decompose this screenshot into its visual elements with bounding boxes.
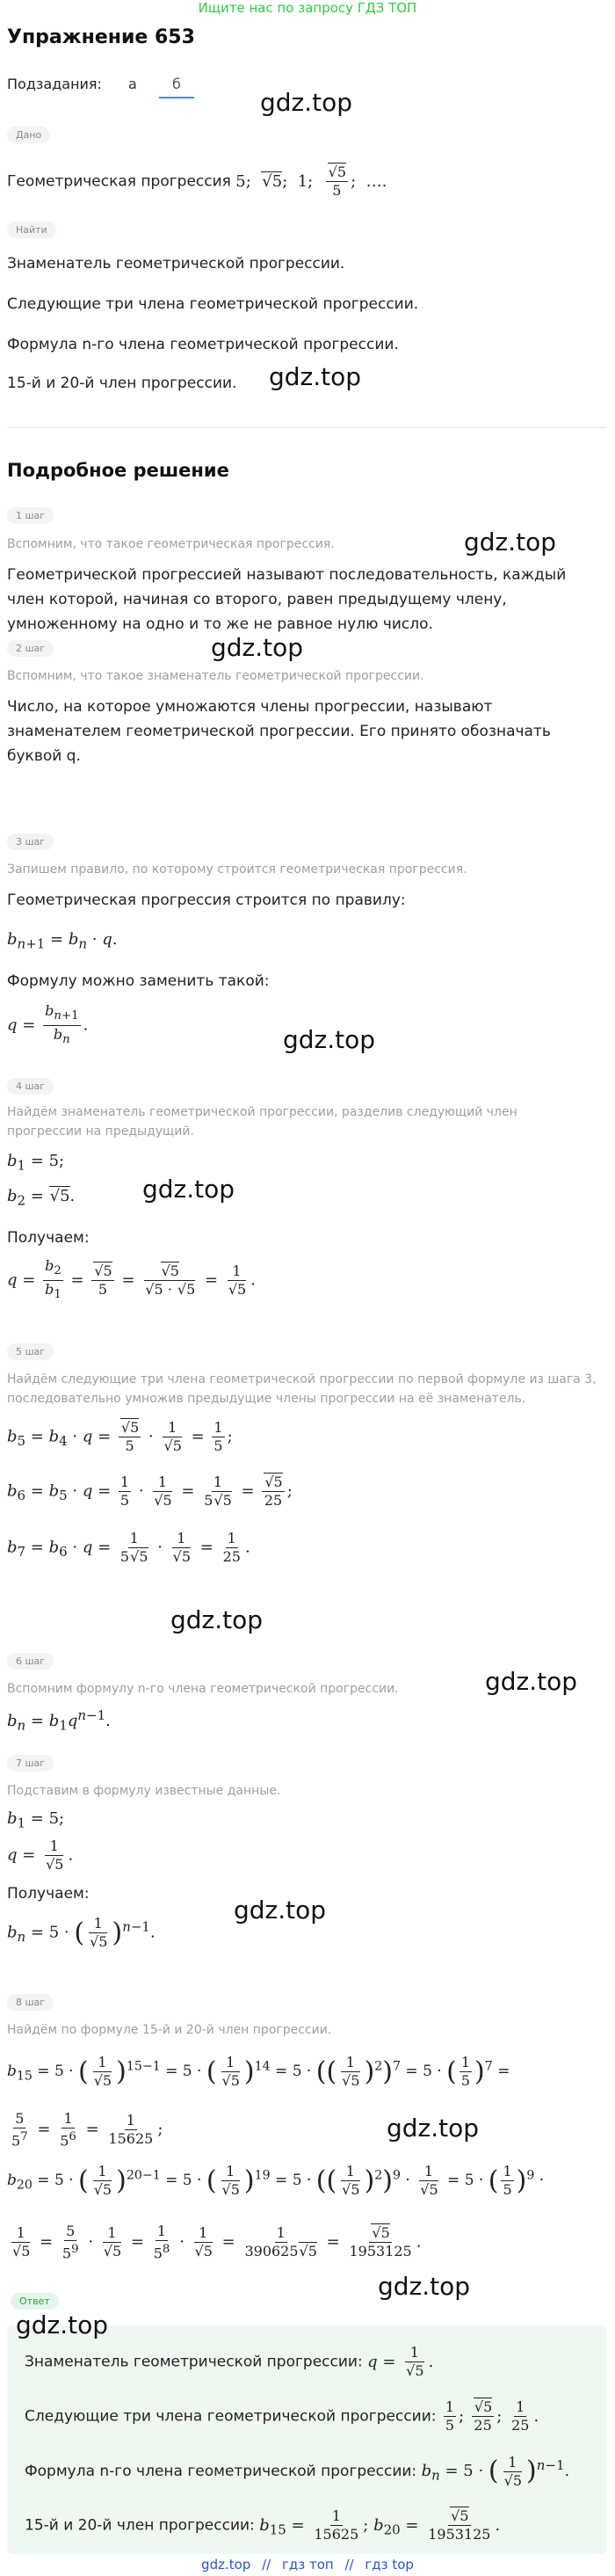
step-pill: 5 шаг [7,1343,54,1360]
divider [7,427,606,428]
step-pill: 2 шаг [7,640,54,657]
answer-line-1: Знаменатель геометрической прогрессии: q = 1 √ 5 . [25,2344,433,2380]
watermark: gdz.top [234,1896,327,1925]
step-text: Формулу можно заменить такой: [7,972,270,990]
given-sequence: 5; √ 5; 1; √ $\frac{5}{5}$ ; …. [235,172,387,191]
watermark: gdz.top [269,362,362,391]
step-hint: Вспомним формулу n-го члена геометрической прогрессии. [7,1682,399,1696]
step-hint: Вспомним, что такое геометрическая прогрессия. [7,537,335,551]
formula-b6: $b_6 = b_5 \cdot q$ = $\frac{1}{5}$ · 1 √ 5 = $\frac{1}{5√ 5}$ = √ $\frac{5}{25}$ ; [7,1474,293,1510]
step-pill: 8 шаг [7,1994,54,2011]
answer-line-2: Следующие три члена геометрической прогрессии: $\frac{1}{5}$ ; √ $\frac{5}{25}$ ; $\frac{1}{25}$ . [25,2398,539,2434]
answer-label: 15-й и 20-й член прогрессии: [25,2516,255,2535]
watermark: gdz.top [170,1605,264,1634]
formula-recurrence: $b_{n+1} = b_n \cdot q$. [7,930,118,952]
footer [0,2557,615,2572]
watermark: gdz.top [16,2310,109,2340]
footer-link[interactable]: гдз топ [281,2557,334,2572]
tab-b[interactable]: б [172,76,181,92]
tab-a[interactable]: а [128,76,137,92]
watermark: gdz.top [464,528,557,557]
formula-b1-sub: $b_1 = 5$; [7,1809,65,1831]
find-item: 15-й и 20-й член прогрессии. [7,375,237,392]
watermark: gdz.top [485,1667,578,1696]
footer-link[interactable]: гдз top [365,2557,414,2572]
find-pill: Найти [7,222,56,238]
formula-q: q = $\frac{b_{n+1}}{b_n}$ . [7,1002,89,1047]
formula-b7: $b_7 = b_6 \cdot q$ = $\frac{1}{5√ 5}$ · 1 √ 5 = $\frac{1}{25}$ . [7,1530,250,1566]
step-pill: 7 шаг [7,1755,54,1772]
step-hint: Запишем правило, по которому строится геометрическая прогрессия. [7,862,467,877]
formula-bn-sub: $b_n = 5$ · ( 1 √ 5 )$^{n-1}$. [7,1915,156,1951]
formula-b5: $b_5 = b_4 \cdot q$ = √ $\frac{5}{5}$ · 1 √ 5 = $\frac{1}{5}$ ; [7,1419,233,1455]
answer-label: Знаменатель геометрической прогрессии: [25,2353,363,2371]
find-item: Следующие три члена геометрической прогрессии. [7,295,419,313]
active-tab-indicator [159,97,194,98]
solution-title: Подробное решение [7,460,229,481]
step-hint: Вспомним, что такое знаменатель геометрической прогрессии. [7,669,424,683]
step-text: Геометрическая прогрессия строится по правилу: [7,891,406,909]
answer-line-3: Формула n-го члена геометрической прогрессии: $b_n = 5$ · ( 1 √ 5 )$^{n-1}$. [25,2453,569,2490]
formula-q-sub: q = 1 √ 5 . [7,1837,73,1874]
footer-separator: // [344,2557,354,2572]
step-pill: 3 шаг [7,833,54,850]
find-item: Формула n-го члена геометрической прогрессии. [7,336,399,353]
footer-link[interactable]: gdz.top [201,2557,251,2572]
formula-b2: $b_2$ = √ 5. [7,1187,75,1209]
formula-b20: $b_{20} = 5$ · ( 1 √ 5 )$^{20-1}$ = 5 · ( 1 √ 5 )$^{19}$ = 5 · (( 1 √ 5 )$^2$)$^9$ · 1 √ 5 = 5 · ( $\frac{1}{5}$ )$^9$ · [7,2163,544,2199]
watermark: gdz.top [387,2114,480,2143]
footer-separator: // [262,2557,271,2572]
watermark: gdz.top [142,1175,235,1204]
given-label: Геометрическая прогрессия [7,172,231,191]
step-pill: 6 шаг [7,1653,54,1670]
top-note: Ищите нас по запросу ГДЗ ТОП [198,0,417,16]
answer-line-4: 15-й и 20-й член прогрессии: $b_{15}$ = $\frac{1}{15625}$ ; $b_{20}$ = √ $\frac{5}{1953125}$ . [25,2507,500,2543]
answer-label: Формула n-го члена геометрической прогрессии: [25,2463,417,2480]
step-text: Число, на которое умножаются члены прогрессии, называют знаменателем геометрической прогрессии. Его принято обозначать буквой q. [7,698,551,765]
formula-b1: $b_1 = 5$; [7,1152,65,1174]
step-hint: Найдём по формуле 15-й и 20-й член прогрессии. [7,2023,332,2037]
formula-bn: $b_n = b_1q^{n-1}$. [7,1707,111,1734]
given-pill: Дано [7,127,50,143]
given-text [7,164,387,200]
watermark: gdz.top [260,88,353,117]
watermark: gdz.top [378,2272,471,2301]
step-hint: Подставим в формулу известные данные. [7,1784,281,1798]
watermark: gdz.top [211,633,304,662]
subtasks-label: Подзадания: [7,76,102,92]
formula-b15-result: $\frac{5}{5^7}$ = $\frac{1}{5^6}$ = $\frac{1}{15625}$ ; [11,2110,163,2150]
page-title: Упражнение 653 [7,26,195,48]
step-pill: 1 шаг [7,507,54,524]
step-hint: Найдём знаменатель геометрической прогрессии, разделив следующий член прогрессии на предыдущий. [7,1105,517,1139]
step-pill: 4 шаг [7,1078,54,1095]
step-hint: Найдём следующие три члена геометрической прогрессии по первой формуле из шага 3, последовательно умножив предыдущие члены прогрессии на её знаменатель. [7,1372,597,1406]
formula-b20-result: 1 √ 5 = $\frac{5}{5^9}$ · 1 √ 5 = $\frac{1}{5^8}$ · 1 √ 5 = $\frac{1}{390625√ 5}$ = √ $\frac{5}{1953125}$ . [7,2223,421,2262]
watermark: gdz.top [283,1025,376,1054]
answer-label: Следующие три члена геометрической прогрессии: [25,2407,437,2426]
step-text: Получаем: [7,1229,90,1247]
formula-q-value: q = $\frac{b_2}{b_1}$ = √ $\frac{5}{5}$ = √ 5 √ 5 · √ 5 = 1 √ 5 . [7,1257,256,1304]
find-item: Знаменатель геометрической прогрессии. [7,255,345,273]
step-text: Получаем: [7,1885,90,1903]
step-text: Геометрической прогрессией называют последовательность, каждый член которой, начиная со второго, равен предыдущему члену, умноженному на одно и то же не равное нулю число. [7,566,567,633]
formula-b15: $b_{15} = 5$ · ( 1 √ 5 )$^{15-1}$ = 5 · ( 1 √ 5 )$^{14}$ = 5 · (( 1 √ 5 )$^2$)$^7$ = 5 · ( $\frac{1}{5}$ )$^7$ = [7,2054,510,2090]
answer-pill: Ответ [11,2293,59,2310]
